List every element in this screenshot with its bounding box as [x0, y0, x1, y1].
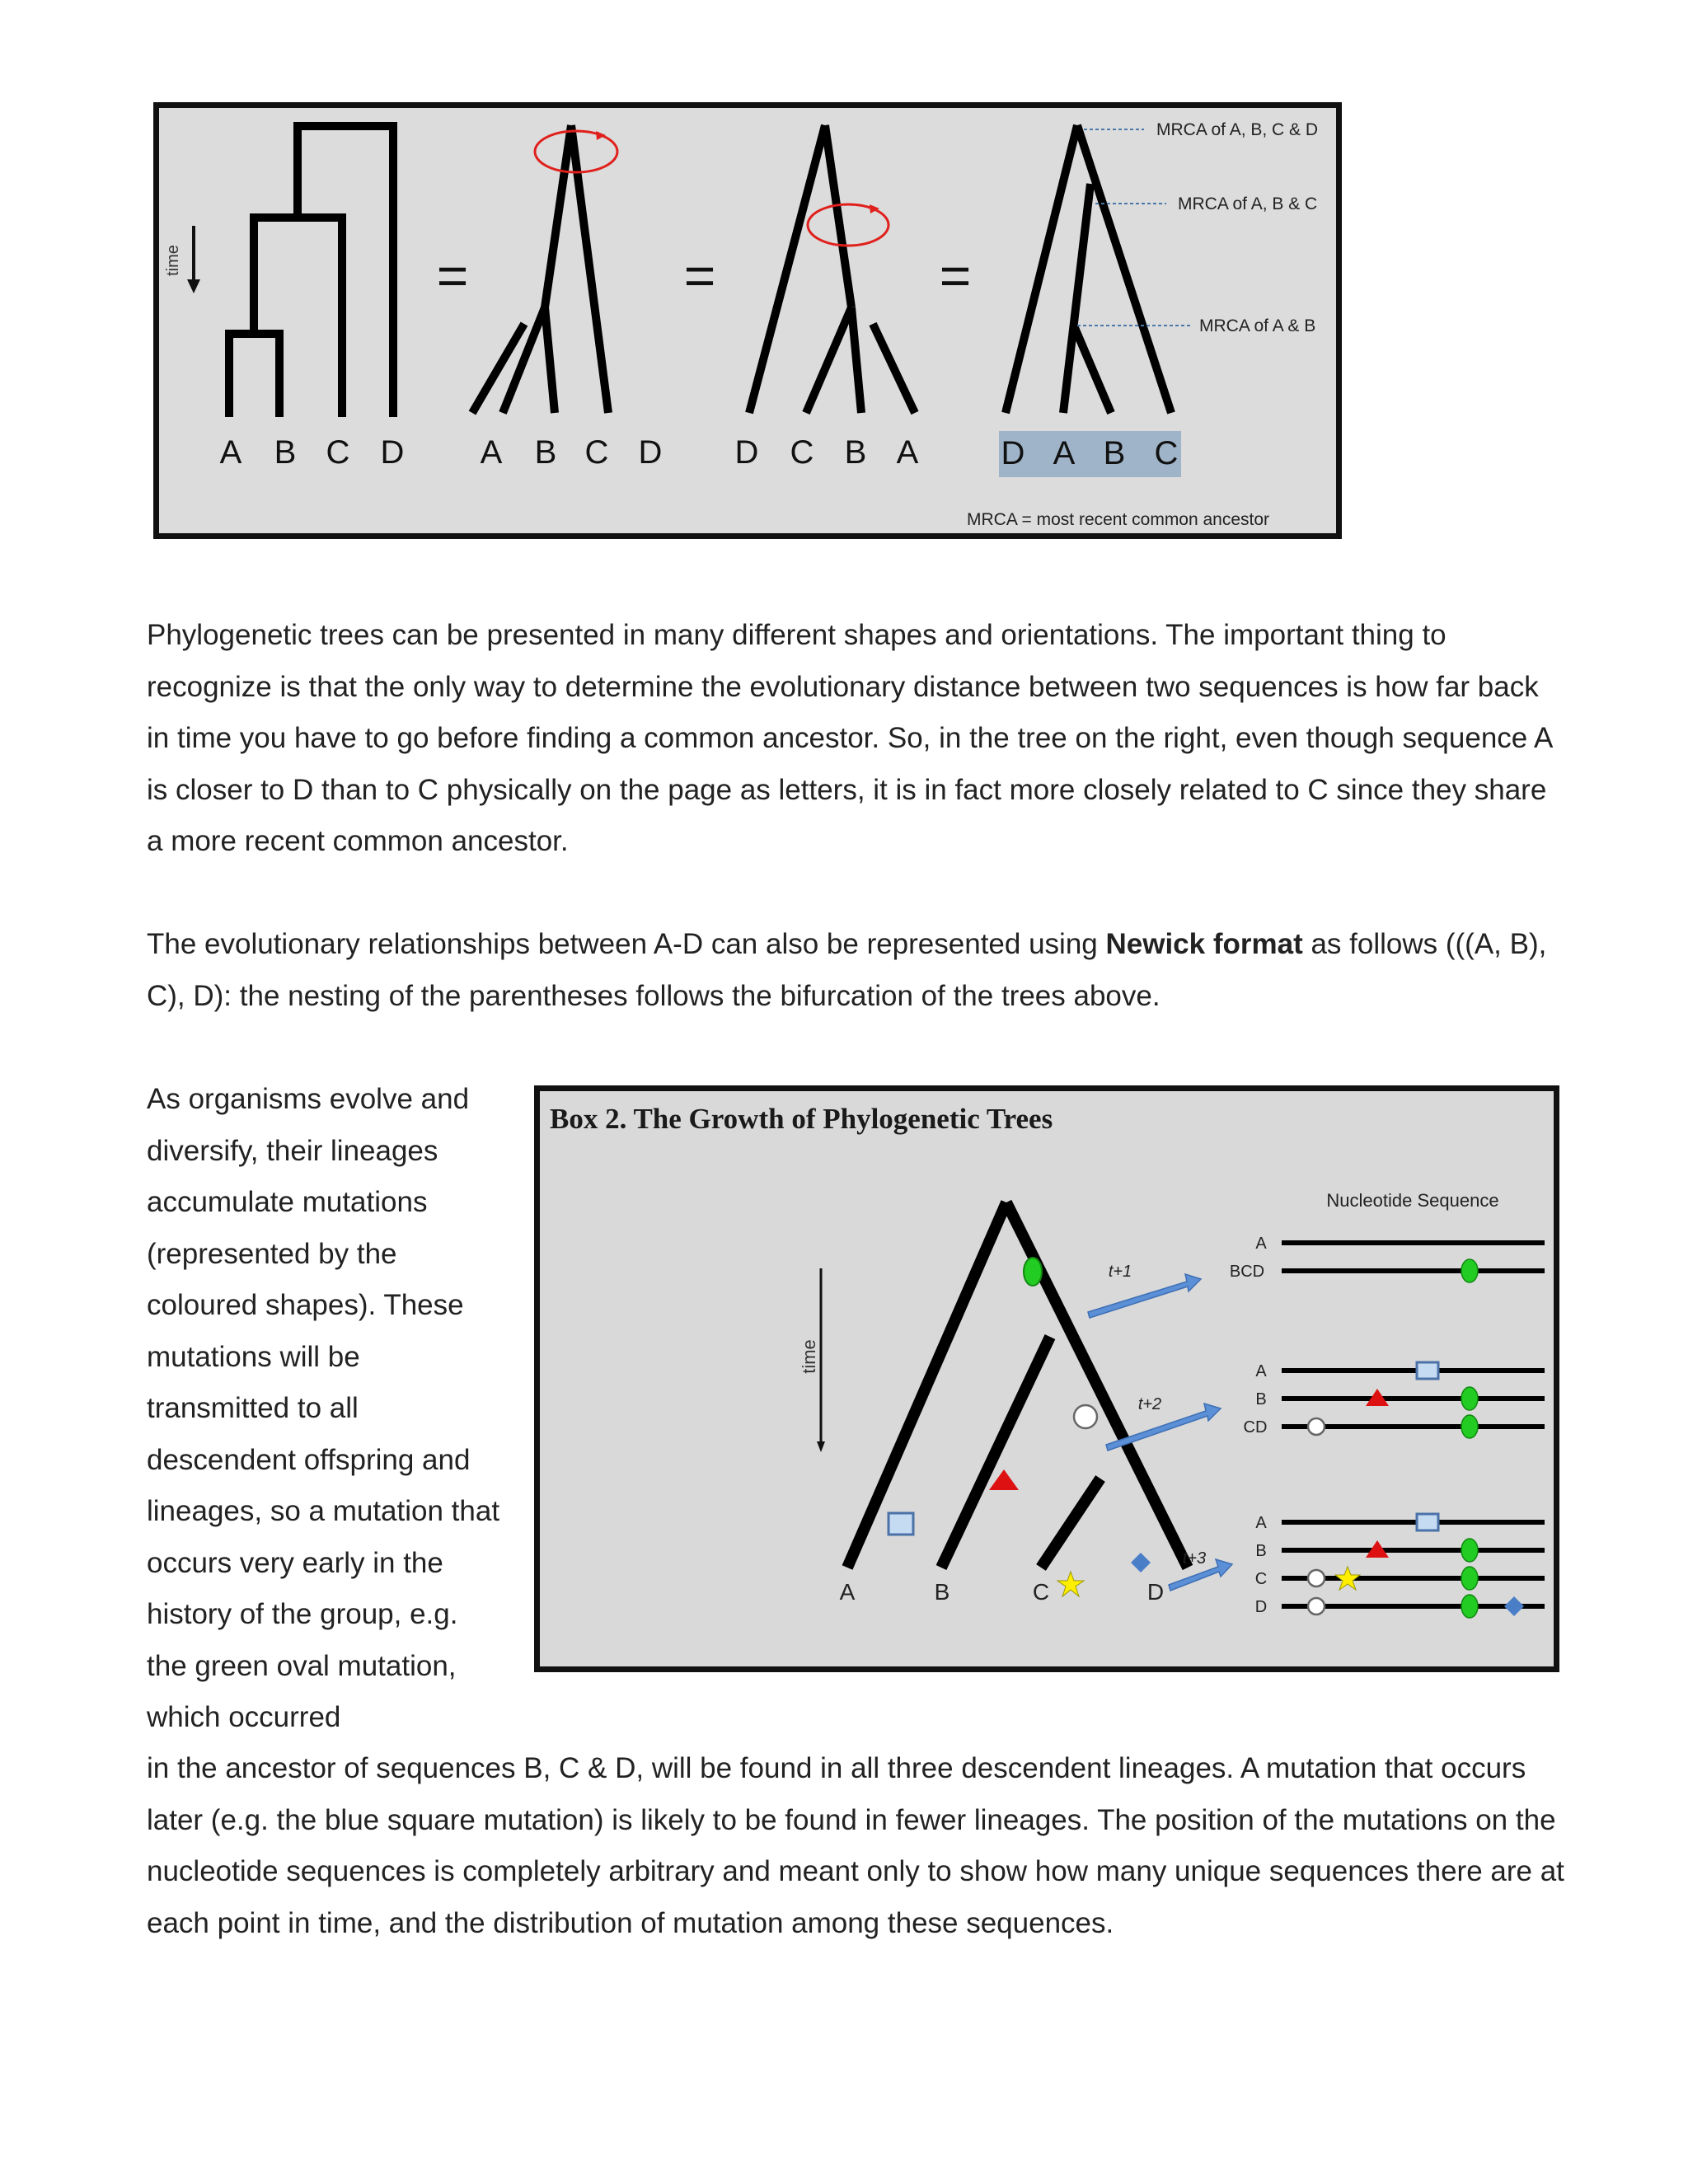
green-oval-mutation-icon	[1461, 1387, 1478, 1410]
tree3-leaf: D	[734, 434, 759, 471]
green-oval-mutation-icon	[1024, 1258, 1042, 1286]
tree1-leaf: D	[380, 434, 405, 471]
tree4-leaf: A	[1053, 435, 1076, 471]
paragraph-mutations-left: As organisms evolve and diversify, their lineages accumulate mutations (represented by the coloured shapes). These mutations will be transmitted to all descendent offspring and lineages, so a mutation that occurs very early in the history of the group, e.g. the green oval mutation, which occurred	[147, 1083, 500, 1733]
growth-of-trees-box	[534, 1085, 1559, 1672]
tree-leaf-label: A	[839, 1579, 856, 1605]
step-label: t+1	[1108, 1263, 1132, 1281]
mrca-definition: MRCA = most recent common ancestor	[967, 510, 1270, 529]
tree2-leaf-labels	[481, 434, 663, 471]
white-circle-mutation-icon	[1074, 1405, 1097, 1428]
blue-square-mutation-icon	[889, 1513, 913, 1535]
newick-text-before: The evolutionary relationships between A-D can also be represented using	[147, 928, 1106, 960]
tree2-leaf: A	[480, 434, 503, 471]
blue-square-mutation-icon	[1417, 1514, 1438, 1530]
tree2-leaf: C	[584, 434, 609, 471]
blue-diamond-mutation-icon	[1504, 1596, 1524, 1616]
sequence-label: A	[1255, 1514, 1267, 1532]
growth-of-trees-svg	[540, 1091, 1554, 1666]
sequence-label: BCD	[1229, 1263, 1265, 1281]
tree-equivalence-svg	[159, 108, 1336, 533]
green-oval-mutation-icon	[1461, 1567, 1478, 1590]
green-oval-mutation-icon	[1461, 1595, 1478, 1618]
sequence-label: B	[1255, 1390, 1267, 1408]
sequence-label: A	[1255, 1235, 1267, 1253]
tree1-leaf: A	[219, 434, 242, 471]
white-circle-mutation-icon	[1308, 1418, 1325, 1435]
paragraph-mutations-rest: in the ancestor of sequences B, C & D, will be found in all three descendent lineages. A mutation that occurs later (e.g. the blue square mutation) is likely to be found in fewer lineages. The position of the mutations on the nucleotide sequences is completely arbitrary and meant only to show how many unique sequences there are at each point in time, and the distribution of mutation among these sequences.	[147, 1752, 1564, 1939]
tree-equivalence-figure	[153, 102, 1342, 539]
time-arrow-icon	[187, 226, 200, 293]
tree3-leaf: B	[844, 434, 867, 471]
blue-square-mutation-icon	[1417, 1362, 1438, 1379]
newick-text-after: as follows (((A, B), C), D): the nesting of the parentheses follows the bifurcation of the trees above.	[147, 928, 1547, 1012]
tree-diagonal-dabc	[1006, 125, 1171, 413]
sequence-label: D	[1254, 1598, 1268, 1616]
newick-format-term: Newick format	[1105, 928, 1303, 960]
step-label: t+3	[1182, 1549, 1207, 1568]
tree1-leaf: C	[326, 434, 350, 471]
step-label: t+2	[1137, 1395, 1162, 1413]
green-oval-mutation-icon	[1461, 1259, 1478, 1282]
tree4-leaf: C	[1154, 435, 1179, 471]
tree-leaf-label: B	[934, 1579, 950, 1605]
tree3-leaf-labels	[735, 434, 919, 471]
tree-diagonal-abcd	[472, 125, 608, 413]
tree1-leaf-labels	[220, 434, 405, 471]
paragraph-tree-shapes: Phylogenetic trees can be presented in many different shapes and orientations. The important thing to recognize is that the only way to determine the evolutionary distance between two sequences is how far back in time you have to go before finding a common ancestor. So, in the tree on the right, even though sequence A is closer to D than to C physically on the page as letters, it is in fact more closely related to C since they share a more recent common ancestor.	[147, 619, 1552, 857]
yellow-star-mutation-icon	[1057, 1572, 1084, 1596]
box-title: Box 2. The Growth of Phylogenetic Trees	[550, 1103, 1053, 1135]
blue-diamond-mutation-icon	[1131, 1553, 1151, 1572]
mrca-ab-label: MRCA of A & B	[1199, 316, 1316, 335]
green-oval-mutation-icon	[1461, 1415, 1478, 1438]
tree1-leaf: B	[274, 434, 297, 471]
sequence-header: Nucleotide Sequence	[1326, 1190, 1499, 1211]
tree-diagonal-dcba	[749, 125, 915, 413]
yellow-star-mutation-icon	[1335, 1567, 1360, 1590]
tree3-leaf: A	[896, 434, 919, 471]
sequence-label: A	[1255, 1362, 1267, 1380]
tree-leaf-label: D	[1146, 1579, 1165, 1605]
tree2-leaf: B	[534, 434, 557, 471]
green-oval-mutation-icon	[1461, 1539, 1478, 1562]
mrca-abc-label: MRCA of A, B & C	[1178, 194, 1318, 213]
sequence-label: B	[1255, 1542, 1267, 1560]
equals-sign: =	[683, 245, 716, 306]
rotate-arrow-icon	[808, 204, 889, 246]
mrca-abcd-label: MRCA of A, B, C & D	[1156, 120, 1319, 139]
tree-leaf-label: C	[1032, 1579, 1050, 1605]
paragraph-newick	[147, 919, 1564, 1022]
step-arrow-icon	[1088, 1274, 1201, 1318]
tree-rectangular	[229, 126, 393, 413]
tree2-leaf: D	[638, 434, 663, 471]
tree4-leaf: B	[1103, 435, 1126, 471]
equals-sign: =	[436, 245, 469, 306]
tree3-leaf: C	[790, 434, 814, 471]
red-triangle-mutation-icon	[989, 1469, 1019, 1490]
tree4-leaf: D	[1001, 435, 1025, 471]
sequence-label: CD	[1243, 1418, 1268, 1436]
white-circle-mutation-icon	[1308, 1598, 1325, 1615]
equals-sign: =	[939, 245, 972, 306]
time-label: time	[799, 1339, 819, 1374]
sequence-label: C	[1254, 1570, 1268, 1588]
time-label: time	[164, 245, 182, 276]
white-circle-mutation-icon	[1308, 1570, 1325, 1586]
